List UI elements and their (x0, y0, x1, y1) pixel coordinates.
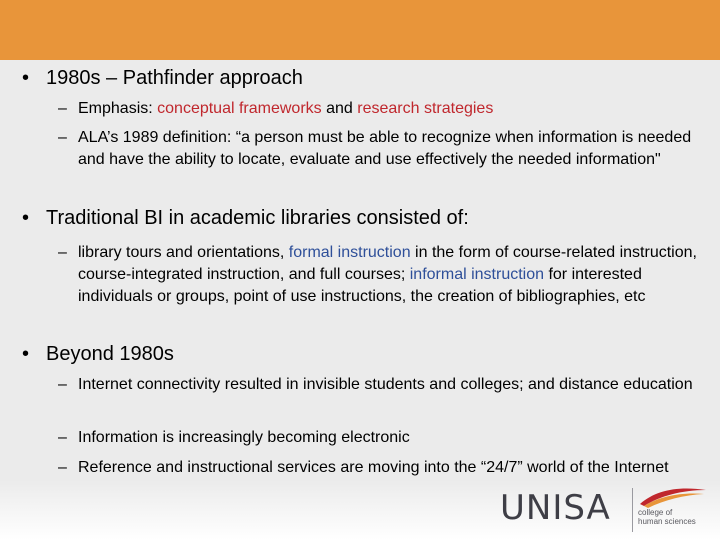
sub-bullet-text: library tours and orientations, formal instruction in the form of course-related instruction, course-integrated instruction, and full courses; informal instruction for interested individuals or groups, point of use instructions, the creation of bibliographies, etc (78, 244, 697, 305)
swoosh-icon (638, 482, 708, 508)
bullet-dot: • (22, 343, 30, 365)
sub-bullet-text: Reference and instructional services are moving into the “24/7” world of the Internet (78, 459, 669, 476)
bullet-3-text: Beyond 1980s (46, 343, 174, 365)
dash-marker: – (58, 459, 67, 476)
logo-subtitle-line-2: human sciences (638, 517, 696, 526)
logo-wordmark: UNISA (500, 488, 611, 528)
logo-subtitle (638, 508, 708, 526)
sub-bullet-text: Information is increasingly becoming electronic (78, 429, 410, 446)
unisa-logo (500, 480, 710, 536)
dash-marker: – (58, 129, 67, 146)
dash-marker: – (58, 244, 67, 261)
bullet-1-text: 1980s – Pathfinder approach (46, 67, 303, 89)
bullet-dot: • (22, 207, 30, 229)
sub-bullet-text: Internet connectivity resulted in invisible students and colleges; and distance education (78, 376, 693, 393)
sub-bullet-text: ALA’s 1989 definition: “a person must be able to recognize when information is needed and have the ability to locate, evaluate and use effectively the needed information" (78, 129, 692, 168)
logo-divider (632, 488, 633, 532)
sub-bullet-text: Emphasis: conceptual frameworks and research strategies (78, 100, 494, 117)
bullet-dot: • (22, 67, 30, 89)
dash-marker: – (58, 376, 67, 393)
logo-subtitle-line-1: college of (638, 508, 673, 517)
dash-marker: – (58, 429, 67, 446)
bullet-2-text: Traditional BI in academic libraries consisted of: (46, 207, 469, 229)
dash-marker: – (58, 100, 67, 117)
